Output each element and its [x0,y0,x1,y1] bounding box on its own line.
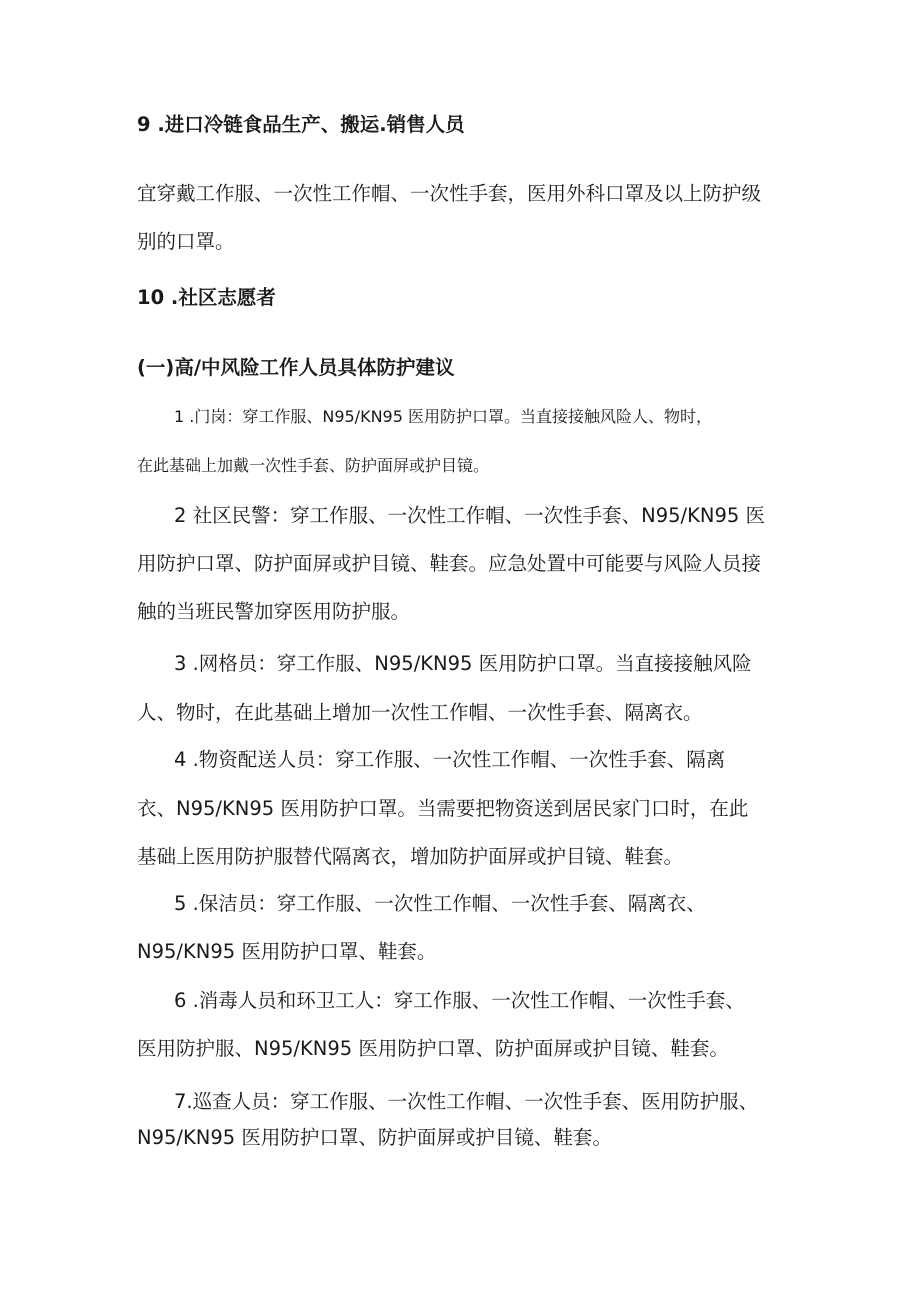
paragraph-9-line-1: 宜穿戴工作服、一次性工作帽、一次性手套，医用外科口罩及以上防护级 [137,182,762,205]
item-3-line-2: 人、物时，在此基础上增加一次性工作帽、一次性手套、隔离衣。 [137,701,703,724]
item-4-line-1: 4 .物资配送人员：穿工作服、一次性工作帽、一次性手套、隔离 [174,748,726,771]
item-5-line-2: N95/KN95 医用防护口罩、鞋套。 [137,940,437,963]
item-7-line-2: N95/KN95 医用防护口罩、防护面屏或护目镜、鞋套。 [137,1126,612,1149]
item-1-line-2: 在此基础上加戴一次性手套、防护面屏或护目镜。 [137,456,490,475]
item-6-line-2: 医用防护服、N95/KN95 医用防护口罩、防护面屏或护目镜、鞋套。 [137,1037,729,1060]
item-6-line-1: 6 .消毒人员和环卫工人：穿工作服、一次性工作帽、一次性手套、 [174,989,745,1012]
item-1-line-1: 1 .门岗：穿工作服、N95/KN95 医用防护口罩。当直接接触风险人、物时， [174,407,712,426]
item-4-line-3: 基础上医用防护服替代隔离衣，增加防护面屏或护目镜、鞋套。 [137,845,684,868]
section-heading-10: 10 .社区志愿者 [137,286,276,309]
item-3-line-1: 3 .网格员：穿工作服、N95/KN95 医用防护口罩。当直接接触风险 [174,652,752,675]
item-2-line-3: 触的当班民警加穿医用防护服。 [137,600,411,623]
section-heading-9: 9 .进口冷链食品生产、搬运.销售人员 [137,113,465,136]
item-5-line-1: 5 .保洁员：穿工作服、一次性工作帽、一次性手套、隔离衣、 [174,892,706,915]
subheading-high-medium-risk: (一)高/中风险工作人员具体防护建议 [137,356,455,379]
item-2-line-1: 2 社区民警：穿工作服、一次性工作帽、一次性手套、N95/KN95 医 [174,504,765,527]
item-4-line-2: 衣、N95/KN95 医用防护口罩。当需要把物资送到居民家门口时，在此 [137,797,749,820]
item-7-line-1: 7.巡查人员：穿工作服、一次性工作帽、一次性手套、医用防护服、 [174,1090,759,1113]
item-2-line-2: 用防护口罩、防护面屏或护目镜、鞋套。应急处置中可能要与风险人员接 [137,552,762,575]
paragraph-9-line-2: 别的口罩。 [137,230,235,253]
